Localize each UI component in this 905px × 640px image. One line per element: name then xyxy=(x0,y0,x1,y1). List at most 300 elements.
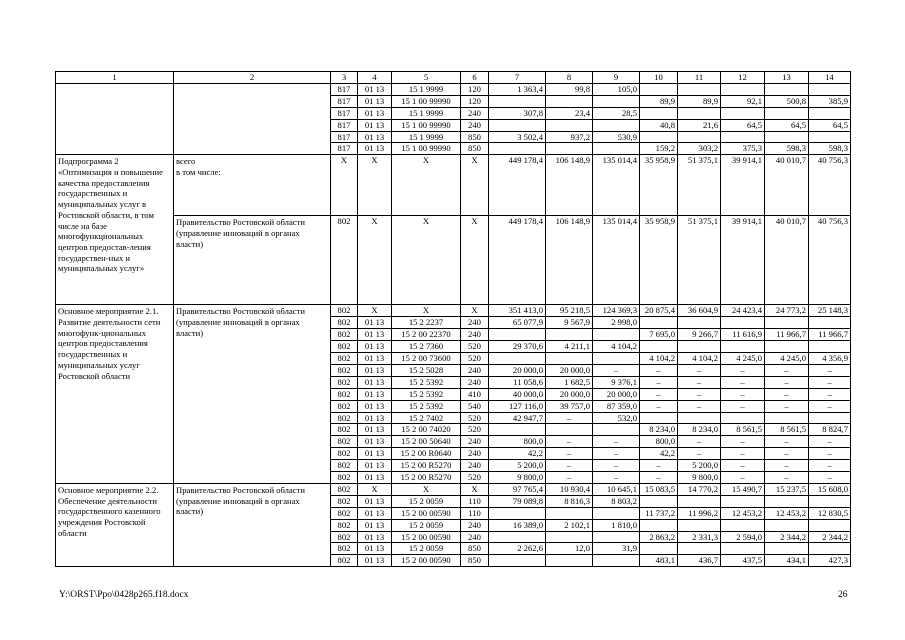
value-cell: 39 757,0 xyxy=(546,400,593,412)
code-cell: 110 xyxy=(461,507,489,519)
value-cell: – xyxy=(809,472,851,484)
code-cell: 802 xyxy=(331,472,358,484)
value-cell: – xyxy=(640,364,678,376)
value-cell: 2 344,2 xyxy=(809,531,851,543)
value-cell xyxy=(640,412,678,424)
value-cell: 2 262,6 xyxy=(489,543,546,555)
value-cell: 800,0 xyxy=(640,436,678,448)
value-cell: 12,0 xyxy=(546,543,593,555)
value-cell: – xyxy=(546,436,593,448)
value-cell: 2 344,2 xyxy=(765,531,809,543)
value-cell: 4 245,0 xyxy=(765,352,809,364)
header-row xyxy=(56,72,851,84)
code-cell: 01 13 xyxy=(358,107,392,119)
value-cell: 8 803,2 xyxy=(593,495,640,507)
code-cell: 15 1 00 99990 xyxy=(392,143,461,155)
value-cell: – xyxy=(765,460,809,472)
value-cell: – xyxy=(593,364,640,376)
value-cell xyxy=(593,555,640,567)
value-cell: 12 453,2 xyxy=(765,507,809,519)
value-cell xyxy=(678,317,721,329)
total-label: всего xyxy=(176,156,196,167)
code-cell: 15 2 5392 xyxy=(392,376,461,388)
value-cell: 106 148,9 xyxy=(546,155,593,216)
value-cell: 40 010,7 xyxy=(765,216,809,305)
value-cell: 2 331,3 xyxy=(678,531,721,543)
value-cell xyxy=(593,531,640,543)
table-row xyxy=(56,305,851,317)
code-cell: 802 xyxy=(331,341,358,353)
value-cell: 1 810,0 xyxy=(593,519,640,531)
code-cell: X xyxy=(461,483,489,495)
value-cell: 105,0 xyxy=(593,83,640,95)
code-cell: 01 13 xyxy=(358,460,392,472)
code-cell: 520 xyxy=(461,352,489,364)
value-cell xyxy=(765,83,809,95)
code-cell: 01 13 xyxy=(358,412,392,424)
value-cell: 598,3 xyxy=(809,143,851,155)
column-header: 11 xyxy=(678,72,721,84)
column-header: 8 xyxy=(546,72,593,84)
value-cell: 64,5 xyxy=(721,119,765,131)
value-cell xyxy=(678,543,721,555)
value-cell xyxy=(489,507,546,519)
value-cell: 64,5 xyxy=(765,119,809,131)
code-cell: 15 1 9999 xyxy=(392,83,461,95)
code-cell: 01 13 xyxy=(358,143,392,155)
value-cell xyxy=(593,329,640,341)
value-cell: – xyxy=(765,376,809,388)
value-cell: 436,7 xyxy=(678,555,721,567)
value-cell: – xyxy=(809,460,851,472)
value-cell: – xyxy=(809,400,851,412)
code-cell: 802 xyxy=(331,364,358,376)
value-cell: 8 234,0 xyxy=(678,424,721,436)
value-cell: – xyxy=(546,460,593,472)
value-cell: – xyxy=(546,448,593,460)
code-cell: 240 xyxy=(461,364,489,376)
value-cell: 8 561,5 xyxy=(721,424,765,436)
value-cell xyxy=(593,119,640,131)
value-cell: 15 083,5 xyxy=(640,483,678,495)
value-cell xyxy=(809,519,851,531)
value-cell: 11 996,2 xyxy=(678,507,721,519)
value-cell xyxy=(640,317,678,329)
code-cell: 520 xyxy=(461,412,489,424)
value-cell: 97 765,4 xyxy=(489,483,546,495)
executor-cell xyxy=(174,83,331,154)
code-cell: X xyxy=(392,155,461,216)
value-cell xyxy=(765,341,809,353)
code-cell: 817 xyxy=(331,107,358,119)
column-header: 4 xyxy=(358,72,392,84)
value-cell: – xyxy=(678,400,721,412)
column-header: 7 xyxy=(489,72,546,84)
value-cell: 40,8 xyxy=(640,119,678,131)
value-cell xyxy=(593,507,640,519)
value-cell: – xyxy=(593,436,640,448)
value-cell xyxy=(809,317,851,329)
code-cell: 240 xyxy=(461,317,489,329)
value-cell: – xyxy=(721,364,765,376)
value-cell: 92,1 xyxy=(721,95,765,107)
value-cell xyxy=(546,555,593,567)
value-cell xyxy=(593,143,640,155)
value-cell xyxy=(721,543,765,555)
value-cell xyxy=(546,507,593,519)
value-cell: – xyxy=(765,400,809,412)
value-cell xyxy=(640,341,678,353)
value-cell: 28,5 xyxy=(593,107,640,119)
code-cell: X xyxy=(392,483,461,495)
value-cell xyxy=(678,412,721,424)
value-cell: 4 245,0 xyxy=(721,352,765,364)
code-cell: 802 xyxy=(331,543,358,555)
table-row xyxy=(56,83,851,95)
code-cell: 01 13 xyxy=(358,119,392,131)
code-cell: X xyxy=(461,155,489,216)
value-cell: 15 237,5 xyxy=(765,483,809,495)
code-cell: 802 xyxy=(331,519,358,531)
value-cell xyxy=(640,519,678,531)
value-cell xyxy=(489,352,546,364)
value-cell xyxy=(640,107,678,119)
code-cell: 01 13 xyxy=(358,531,392,543)
value-cell: 9 800,0 xyxy=(678,472,721,484)
code-cell: 15 2 00 R5270 xyxy=(392,472,461,484)
value-cell: 51 375,1 xyxy=(678,216,721,305)
code-cell: 240 xyxy=(461,107,489,119)
value-cell xyxy=(593,424,640,436)
event-2-2-executor: Правительство Ростовской области (управление инноваций в органах власти) xyxy=(174,483,331,566)
column-header: 9 xyxy=(593,72,640,84)
value-cell: – xyxy=(809,376,851,388)
value-cell xyxy=(809,131,851,143)
footer-file-path: Y:\ORST\Ppo\0428p265.f18.docx xyxy=(59,590,189,600)
code-cell: 802 xyxy=(331,216,358,305)
value-cell: 12 453,2 xyxy=(721,507,765,519)
code-cell: X xyxy=(358,483,392,495)
value-cell: 3 502,4 xyxy=(489,131,546,143)
code-cell: 15 1 00 99990 xyxy=(392,119,461,131)
value-cell: 20 000,0 xyxy=(593,388,640,400)
value-cell xyxy=(593,352,640,364)
code-cell: 802 xyxy=(331,436,358,448)
value-cell: 4 104,2 xyxy=(678,352,721,364)
value-cell: – xyxy=(721,460,765,472)
value-cell: 530,9 xyxy=(593,131,640,143)
value-cell xyxy=(640,131,678,143)
value-cell: – xyxy=(721,472,765,484)
value-cell xyxy=(678,495,721,507)
value-cell: 127 116,0 xyxy=(489,400,546,412)
value-cell: 24 773,2 xyxy=(765,305,809,317)
value-cell: 20 000,0 xyxy=(489,364,546,376)
value-cell xyxy=(546,329,593,341)
code-cell: 15 2 5392 xyxy=(392,400,461,412)
code-cell: 802 xyxy=(331,531,358,543)
column-header: 12 xyxy=(721,72,765,84)
value-cell xyxy=(678,83,721,95)
value-cell xyxy=(721,341,765,353)
value-cell: – xyxy=(593,448,640,460)
code-cell: 01 13 xyxy=(358,329,392,341)
code-cell: 802 xyxy=(331,507,358,519)
event-2-1-executor: Правительство Ростовской области (управление инноваций в органах власти) xyxy=(174,305,331,484)
code-cell: X xyxy=(392,216,461,305)
value-cell: – xyxy=(809,388,851,400)
value-cell: 14 770,2 xyxy=(678,483,721,495)
value-cell: 5 200,0 xyxy=(678,460,721,472)
value-cell xyxy=(489,424,546,436)
code-cell: 240 xyxy=(461,448,489,460)
value-cell: 303,2 xyxy=(678,143,721,155)
code-cell: 240 xyxy=(461,436,489,448)
code-cell: 240 xyxy=(461,119,489,131)
column-header: 13 xyxy=(765,72,809,84)
code-cell: 850 xyxy=(461,131,489,143)
value-cell: 5 200,0 xyxy=(489,460,546,472)
value-cell: – xyxy=(678,364,721,376)
value-cell: 351 413,0 xyxy=(489,305,546,317)
value-cell: 11 616,9 xyxy=(721,329,765,341)
value-cell: 449 178,4 xyxy=(489,155,546,216)
value-cell: 11 966,7 xyxy=(809,329,851,341)
value-cell: 2 102,1 xyxy=(546,519,593,531)
value-cell: 10 645,1 xyxy=(593,483,640,495)
code-cell: 540 xyxy=(461,400,489,412)
value-cell xyxy=(678,107,721,119)
value-cell: – xyxy=(765,388,809,400)
value-cell: – xyxy=(678,436,721,448)
value-cell xyxy=(489,95,546,107)
value-cell xyxy=(721,83,765,95)
value-cell: 1 682,5 xyxy=(546,376,593,388)
value-cell: 16 389,0 xyxy=(489,519,546,531)
value-cell xyxy=(721,131,765,143)
value-cell: 4 356,9 xyxy=(809,352,851,364)
code-cell: 15 2 00 74020 xyxy=(392,424,461,436)
value-cell: 449 178,4 xyxy=(489,216,546,305)
executor-cell: Правительство Ростовской области (управление инноваций в органах власти) xyxy=(174,216,331,305)
value-cell: 35 958,9 xyxy=(640,216,678,305)
code-cell: 410 xyxy=(461,388,489,400)
value-cell: 89,9 xyxy=(640,95,678,107)
column-header: 3 xyxy=(331,72,358,84)
value-cell xyxy=(721,519,765,531)
value-cell: – xyxy=(721,388,765,400)
value-cell: 12 830,5 xyxy=(809,507,851,519)
code-cell: 01 13 xyxy=(358,436,392,448)
value-cell: – xyxy=(809,448,851,460)
value-cell xyxy=(546,424,593,436)
value-cell: – xyxy=(593,460,640,472)
code-cell: 817 xyxy=(331,131,358,143)
value-cell: 307,8 xyxy=(489,107,546,119)
value-cell xyxy=(640,83,678,95)
code-cell: 01 13 xyxy=(358,448,392,460)
code-cell: 240 xyxy=(461,531,489,543)
column-header: 6 xyxy=(461,72,489,84)
subprogram-executor-row xyxy=(56,216,851,305)
event-2-2-name: Основное мероприятие 2.2. Обеспечение деятельности государственного казенного учреждения Ростовской области xyxy=(56,483,174,566)
value-cell: 40 010,7 xyxy=(765,155,809,216)
value-cell: 8 824,7 xyxy=(809,424,851,436)
code-cell: 01 13 xyxy=(358,543,392,555)
value-cell: 483,1 xyxy=(640,555,678,567)
value-cell: 65 077,9 xyxy=(489,317,546,329)
value-cell xyxy=(489,555,546,567)
total-label-cell xyxy=(174,155,331,216)
value-cell: – xyxy=(640,472,678,484)
value-cell xyxy=(546,143,593,155)
program-name-cell xyxy=(56,83,174,154)
value-cell: 89,9 xyxy=(678,95,721,107)
code-cell: 240 xyxy=(461,329,489,341)
value-cell: 375,3 xyxy=(721,143,765,155)
code-cell: 01 13 xyxy=(358,507,392,519)
column-header: 10 xyxy=(640,72,678,84)
value-cell xyxy=(678,341,721,353)
code-cell: 01 13 xyxy=(358,388,392,400)
code-cell: 520 xyxy=(461,472,489,484)
value-cell: – xyxy=(640,460,678,472)
value-cell: 24 423,4 xyxy=(721,305,765,317)
value-cell: – xyxy=(809,364,851,376)
code-cell: 01 13 xyxy=(358,424,392,436)
value-cell xyxy=(489,329,546,341)
value-cell: – xyxy=(678,388,721,400)
code-cell: 01 13 xyxy=(358,131,392,143)
value-cell: 106 148,9 xyxy=(546,216,593,305)
code-cell: X xyxy=(461,305,489,317)
code-cell: 850 xyxy=(461,543,489,555)
code-cell: 802 xyxy=(331,376,358,388)
code-cell: 01 13 xyxy=(358,83,392,95)
code-cell: 802 xyxy=(331,352,358,364)
value-cell: 9 567,9 xyxy=(546,317,593,329)
code-cell: 15 2 00 R5270 xyxy=(392,460,461,472)
code-cell: 850 xyxy=(461,555,489,567)
code-cell: 110 xyxy=(461,495,489,507)
value-cell: – xyxy=(765,364,809,376)
value-cell: 4 104,2 xyxy=(640,352,678,364)
table-row xyxy=(56,483,851,495)
value-cell: 500,8 xyxy=(765,95,809,107)
value-cell: 64,5 xyxy=(809,119,851,131)
footer-page-number: 26 xyxy=(838,590,848,600)
value-cell: 800,0 xyxy=(489,436,546,448)
code-cell: 15 2 7360 xyxy=(392,341,461,353)
code-cell: 01 13 xyxy=(358,352,392,364)
value-cell: – xyxy=(640,388,678,400)
value-cell: – xyxy=(721,436,765,448)
value-cell xyxy=(721,317,765,329)
value-cell: – xyxy=(546,472,593,484)
code-cell: 15 1 00 99990 xyxy=(392,95,461,107)
code-cell: 15 2 00 50640 xyxy=(392,436,461,448)
value-cell: – xyxy=(721,376,765,388)
value-cell: 4 104,2 xyxy=(593,341,640,353)
value-cell xyxy=(809,341,851,353)
value-cell: 39 914,1 xyxy=(721,216,765,305)
value-cell xyxy=(640,543,678,555)
code-cell: 01 13 xyxy=(358,495,392,507)
value-cell: – xyxy=(640,400,678,412)
code-cell: 802 xyxy=(331,317,358,329)
value-cell: – xyxy=(765,436,809,448)
value-cell: 937,2 xyxy=(546,131,593,143)
value-cell xyxy=(678,131,721,143)
code-cell: 15 2 0059 xyxy=(392,519,461,531)
value-cell xyxy=(809,495,851,507)
value-cell: 8 816,3 xyxy=(546,495,593,507)
column-header: 5 xyxy=(392,72,461,84)
code-cell: 01 13 xyxy=(358,472,392,484)
value-cell: 9 266,7 xyxy=(678,329,721,341)
value-cell: 2 863,2 xyxy=(640,531,678,543)
code-cell: 15 2 0059 xyxy=(392,495,461,507)
code-cell: X xyxy=(331,155,358,216)
value-cell: 35 958,9 xyxy=(640,155,678,216)
value-cell: – xyxy=(546,412,593,424)
code-cell: 01 13 xyxy=(358,400,392,412)
column-header: 14 xyxy=(809,72,851,84)
value-cell: 15 490,7 xyxy=(721,483,765,495)
code-cell: 15 2 00 00590 xyxy=(392,507,461,519)
value-cell: 42 947,7 xyxy=(489,412,546,424)
value-cell xyxy=(765,317,809,329)
value-cell: 9 376,1 xyxy=(593,376,640,388)
value-cell: 135 014,4 xyxy=(593,216,640,305)
code-cell: 802 xyxy=(331,400,358,412)
value-cell: 10 930,4 xyxy=(546,483,593,495)
code-cell: 15 2 00 00590 xyxy=(392,555,461,567)
value-cell: 20 000,0 xyxy=(546,364,593,376)
value-cell: 159,2 xyxy=(640,143,678,155)
value-cell xyxy=(765,543,809,555)
code-cell: 240 xyxy=(461,460,489,472)
value-cell: 8 234,0 xyxy=(640,424,678,436)
value-cell: – xyxy=(721,448,765,460)
budget-table-page xyxy=(55,71,850,567)
code-cell: 850 xyxy=(461,143,489,155)
code-cell: 240 xyxy=(461,376,489,388)
code-cell: X xyxy=(461,216,489,305)
value-cell xyxy=(765,412,809,424)
value-cell: 532,0 xyxy=(593,412,640,424)
code-cell: 15 2 00 R0640 xyxy=(392,448,461,460)
value-cell: 31,9 xyxy=(593,543,640,555)
value-cell xyxy=(765,131,809,143)
code-cell: 802 xyxy=(331,460,358,472)
value-cell: 20 875,4 xyxy=(640,305,678,317)
code-cell: 15 2 00 22370 xyxy=(392,329,461,341)
value-cell: – xyxy=(765,448,809,460)
value-cell xyxy=(489,531,546,543)
value-cell: 385,9 xyxy=(809,95,851,107)
value-cell: 95 218,5 xyxy=(546,305,593,317)
code-cell: 120 xyxy=(461,95,489,107)
value-cell: 51 375,1 xyxy=(678,155,721,216)
code-cell: 802 xyxy=(331,329,358,341)
value-cell: 1 363,4 xyxy=(489,83,546,95)
code-cell: 120 xyxy=(461,83,489,95)
value-cell: 40 756,3 xyxy=(809,216,851,305)
code-cell: 01 13 xyxy=(358,341,392,353)
value-cell: 20 000,0 xyxy=(546,388,593,400)
value-cell xyxy=(765,519,809,531)
